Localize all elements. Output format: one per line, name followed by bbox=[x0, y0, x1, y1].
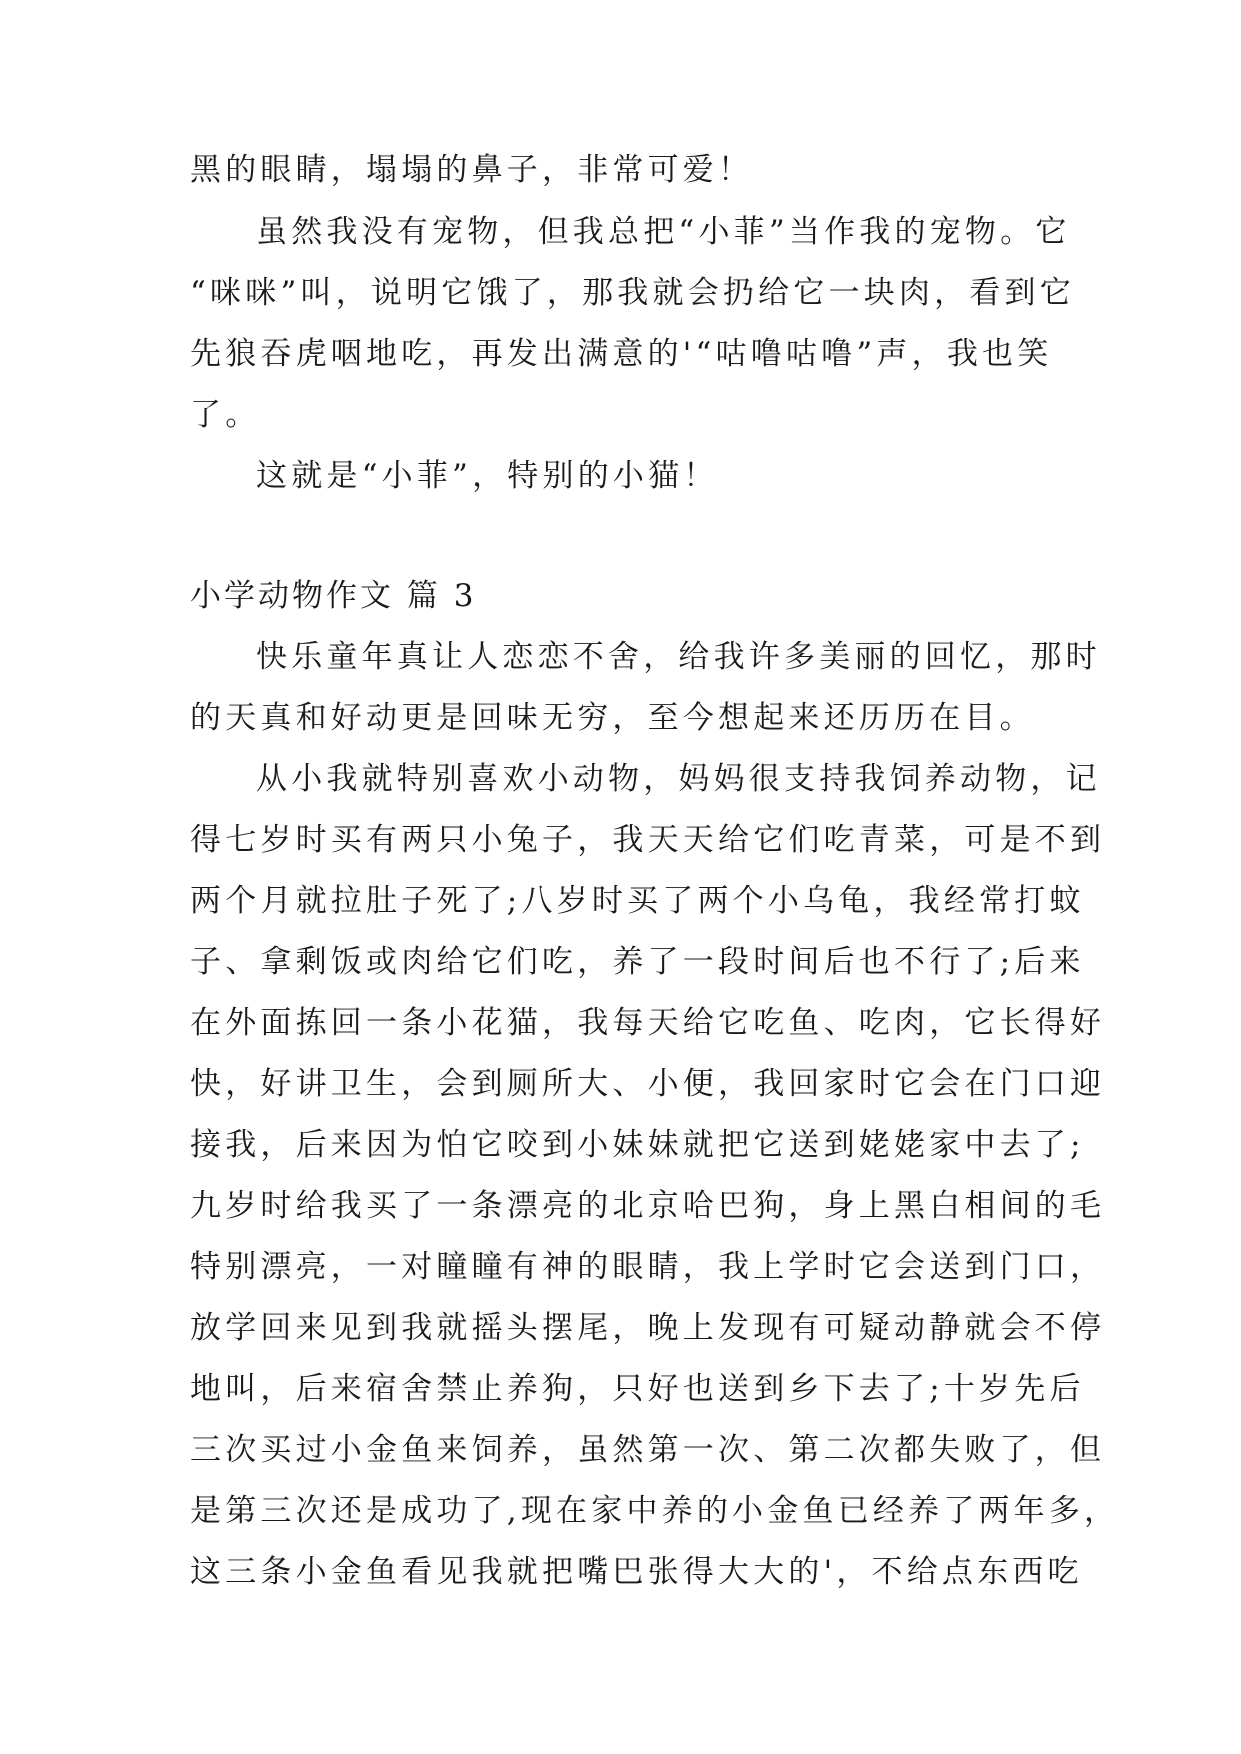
paragraph-line: 了。 bbox=[190, 397, 261, 433]
paragraph-line: 从小我就特别喜欢小动物，妈妈很支持我饲养动物，记 bbox=[256, 761, 1101, 797]
paragraph-line: 两个月就拉肚子死了;八岁时买了两个小乌龟，我经常打蚊 bbox=[190, 883, 1085, 919]
paragraph-line: 黑的眼睛，塌塌的鼻子，非常可爱！ bbox=[190, 152, 754, 188]
paragraph-line: 的天真和好动更是回味无穷，至今想起来还历历在目。 bbox=[190, 700, 1035, 736]
paragraph-line: 先狼吞虎咽地吃，再发出满意的'“咕噜咕噜”声，我也笑 bbox=[190, 336, 1053, 372]
paragraph-line: 地叫，后来宿舍禁止养狗，只好也送到乡下去了;十岁先后 bbox=[190, 1371, 1085, 1407]
paragraph-line: 得七岁时买有两只小兔子，我天天给它们吃青菜，可是不到 bbox=[190, 822, 1106, 858]
paragraph-line: 三次买过小金鱼来饲养，虽然第一次、第二次都失败了，但 bbox=[190, 1432, 1106, 1468]
paragraph-line: “咪咪”叫，说明它饿了，那我就会扔给它一块肉，看到它 bbox=[190, 275, 1075, 311]
paragraph-line: 虽然我没有宠物，但我总把“小菲”当作我的宠物。它 bbox=[256, 214, 1071, 250]
paragraph-line: 这三条小金鱼看见我就把嘴巴张得大大的'，不给点东西吃 bbox=[190, 1554, 1083, 1590]
paragraph-line: 在外面拣回一条小花猫，我每天给它吃鱼、吃肉，它长得好 bbox=[190, 1005, 1106, 1041]
paragraph-line: 是第三次还是成功了,现在家中养的小金鱼已经养了两年多， bbox=[190, 1493, 1120, 1529]
paragraph-line: 放学回来见到我就摇头摆尾，晚上发现有可疑动静就会不停 bbox=[190, 1310, 1106, 1346]
paragraph-line: 特别漂亮，一对瞳瞳有神的眼睛，我上学时它会送到门口， bbox=[190, 1249, 1106, 1285]
paragraph-line: 快，好讲卫生，会到厕所大、小便，我回家时它会在门口迎 bbox=[190, 1066, 1106, 1102]
paragraph-line: 子、拿剩饭或肉给它们吃，养了一段时间后也不行了;后来 bbox=[190, 944, 1085, 980]
paragraph-line: 九岁时给我买了一条漂亮的北京哈巴狗，身上黑白相间的毛 bbox=[190, 1188, 1106, 1224]
paragraph-line: 快乐童年真让人恋恋不舍，给我许多美丽的回忆，那时 bbox=[256, 639, 1101, 675]
paragraph-line: 这就是“小菲”，特别的小猫！ bbox=[256, 458, 719, 494]
paragraph-line: 接我，后来因为怕它咬到小妹妹就把它送到姥姥家中去了; bbox=[190, 1127, 1085, 1163]
section-heading: 小学动物作文 篇 3 bbox=[190, 578, 477, 614]
